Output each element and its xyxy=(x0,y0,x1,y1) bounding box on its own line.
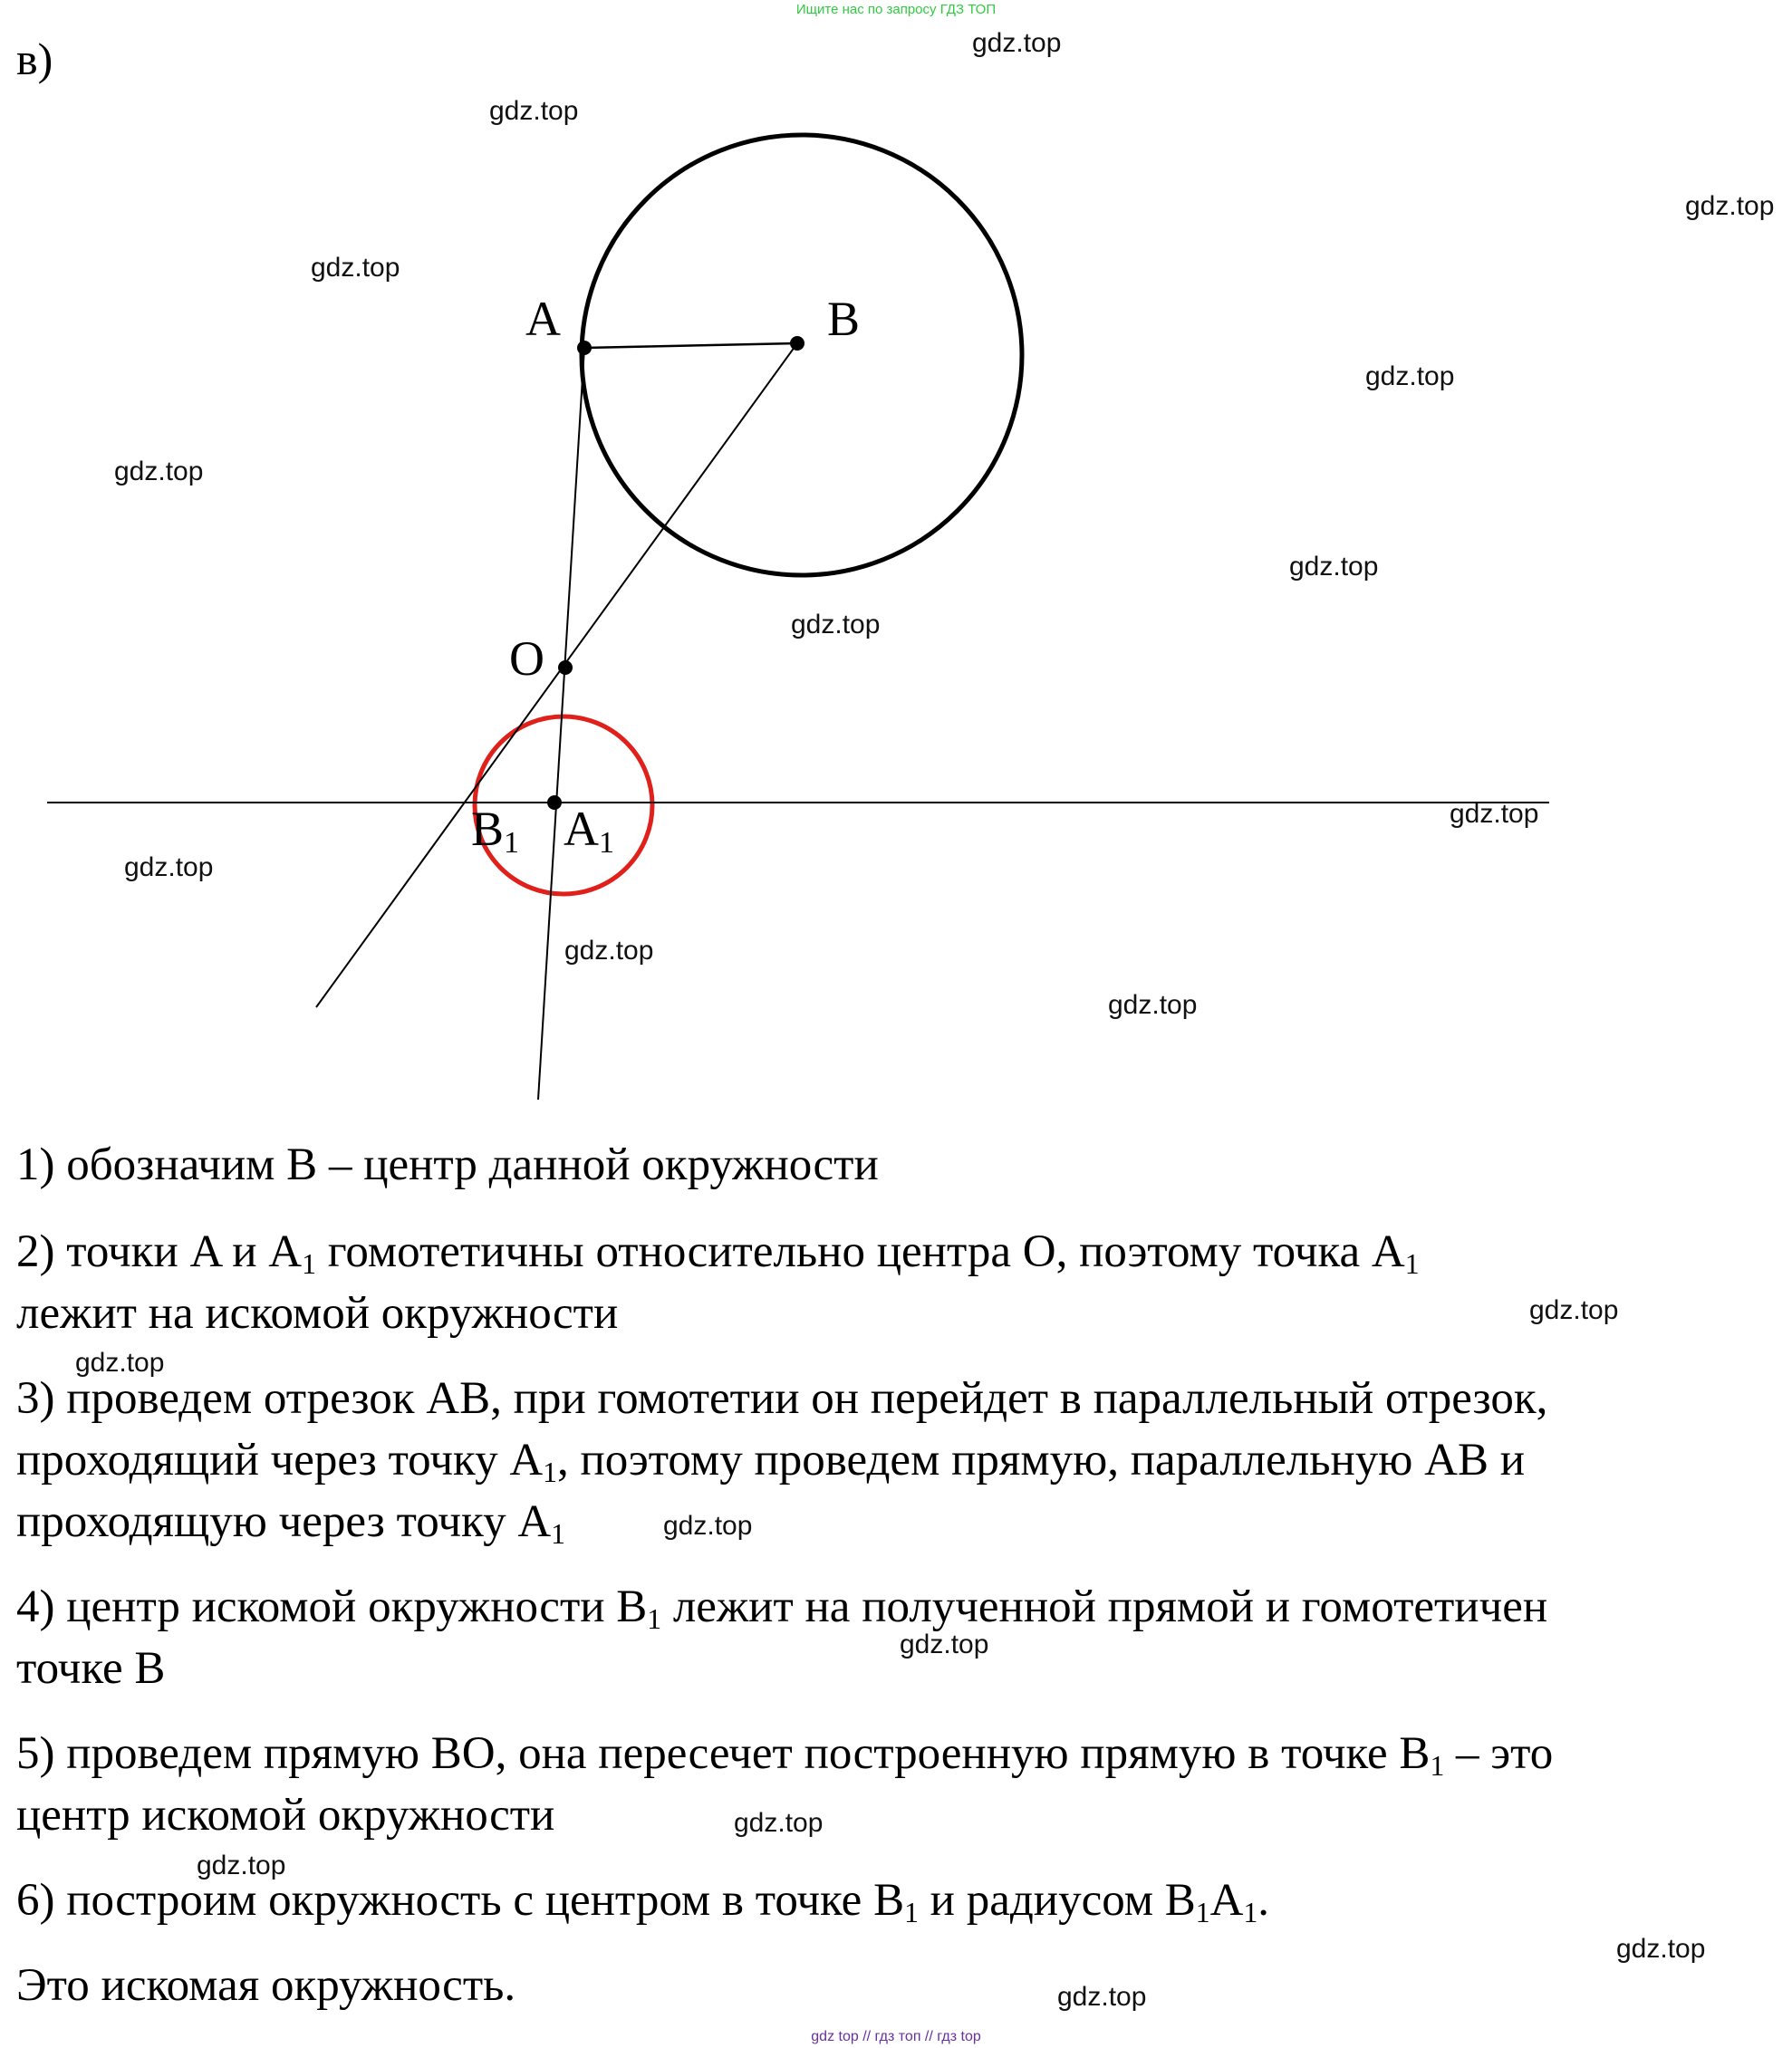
watermark: gdz.top xyxy=(972,28,1062,58)
step-line: центр искомой окружности xyxy=(16,1790,555,1841)
footer-links: gdz top // гдз топ // гдз top xyxy=(811,2029,981,2044)
watermark: gdz.top xyxy=(114,457,204,486)
step-line: проходящий через точку $A_1$, поэтому проведем прямую, параллельную AB и xyxy=(16,1435,1526,1488)
point-a1-dot xyxy=(547,795,562,810)
line-aa1 xyxy=(538,348,584,1100)
point-b-dot xyxy=(790,336,804,351)
label-b1: B1 xyxy=(471,802,520,860)
watermark: gdz.top xyxy=(197,1851,286,1880)
watermark: gdz.top xyxy=(1057,1982,1147,2012)
label-a: A xyxy=(525,292,561,346)
watermark: gdz.top xyxy=(311,253,400,283)
watermark: gdz.top xyxy=(124,852,214,882)
given-circle xyxy=(582,135,1022,575)
part-label: в) xyxy=(16,34,53,84)
label-a1: A1 xyxy=(564,802,614,860)
watermark: gdz.top xyxy=(564,936,654,966)
step-line: 1) обозначим B – центр данной окружности xyxy=(16,1139,879,1190)
watermark: gdz.top xyxy=(1289,552,1379,582)
step-line: Это искомая окружность. xyxy=(16,1960,516,2011)
watermark: gdz.top xyxy=(1108,990,1198,1020)
watermark: gdz.top xyxy=(900,1630,989,1659)
step-line: 2) точки A и $A_1$ гомотетичны относительно центра O, поэтому точка $A_1$ xyxy=(16,1226,1420,1280)
watermark: gdz.top xyxy=(1529,1295,1619,1325)
watermark: gdz.top xyxy=(734,1808,824,1838)
step-line: 6) построим окружность с центром в точке $B_1$ и радиусом $B_1A_1$. xyxy=(16,1875,1270,1928)
label-b: B xyxy=(827,292,861,346)
line-bo xyxy=(316,343,797,1007)
watermark: gdz.top xyxy=(489,96,579,126)
step-line: 5) проведем прямую BO, она пересечет построенную прямую в точке $B_1$ – это xyxy=(16,1728,1554,1782)
label-o: O xyxy=(509,631,544,686)
step-line: точке B xyxy=(16,1643,166,1694)
step-line: 3) проведем отрезок AB, при гомотетии он перейдет в параллельный отрезок, xyxy=(16,1373,1548,1424)
step-line: лежит на искомой окружности xyxy=(16,1288,619,1339)
watermark: gdz.top xyxy=(791,610,881,639)
watermark: gdz.top xyxy=(75,1348,165,1378)
segment-ab xyxy=(584,343,797,348)
watermark: gdz.top xyxy=(1685,191,1775,221)
point-o-dot xyxy=(558,660,573,675)
watermark: gdz.top xyxy=(663,1511,753,1541)
step-line: проходящую через точку $A_1$ xyxy=(16,1496,565,1550)
step-line: 4) центр искомой окружности $B_1$ лежит на полученной прямой и гомотетичен xyxy=(16,1582,1548,1635)
top-banner: Ищите нас по запросу ГДЗ ТОП xyxy=(795,2,997,17)
watermark: gdz.top xyxy=(1365,361,1455,391)
watermark: gdz.top xyxy=(1450,799,1539,829)
watermark: gdz.top xyxy=(1616,1934,1706,1964)
point-a-dot xyxy=(577,341,592,355)
